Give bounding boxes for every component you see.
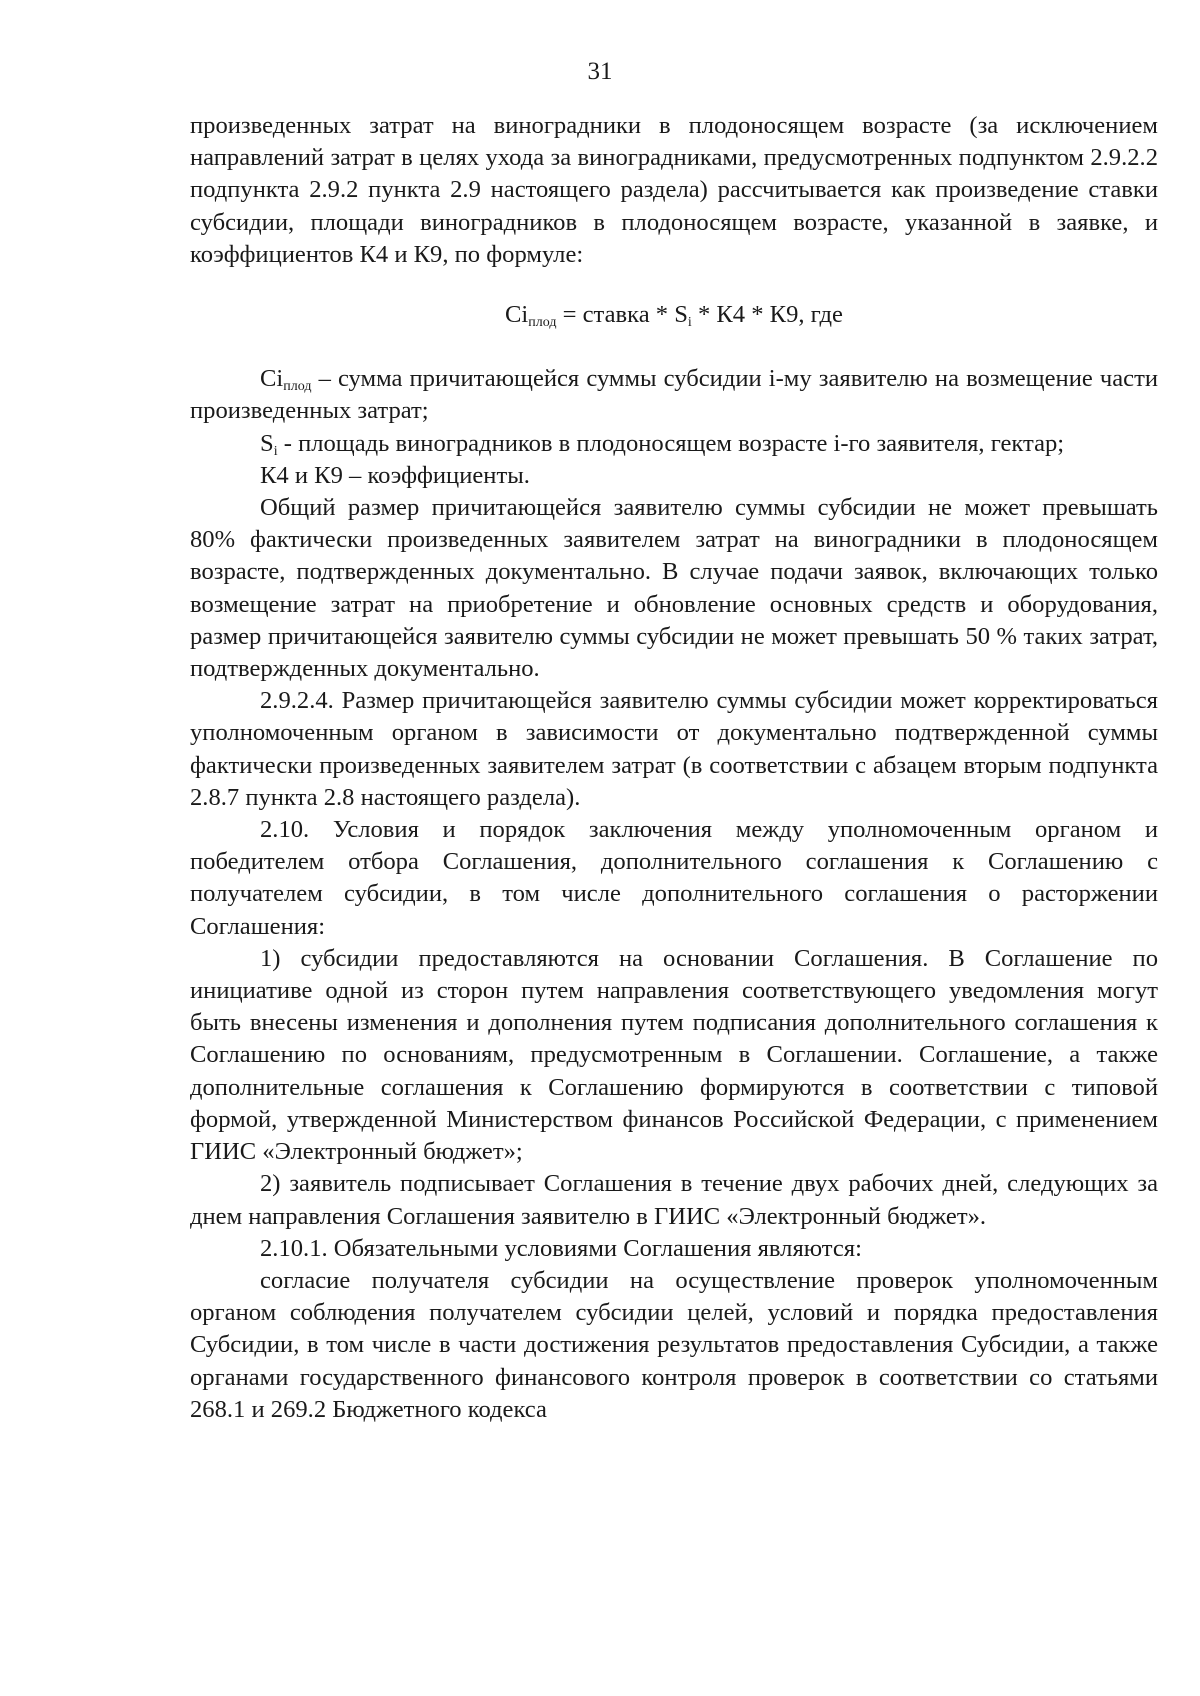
definition-ci-symbol: Сi: [260, 365, 284, 393]
paragraph-item-2: 2) заявитель подписывает Соглашения в течение двух рабочих дней, следующих за днем направления Соглашения заявителю в ГИИС «Электронный бюджет».: [190, 1170, 1158, 1230]
formula-rhs-part2: * К4 * К9, где: [691, 301, 843, 329]
paragraph-item-1: 1) субсидии предоставляются на основании Соглашения. В Соглашение по инициативе одной из сторон путем направления соответствующего уведомления могут быть внесены изменения и дополнения путем подписания дополнительного соглашения к Соглашению по основаниям, предусмотренным в Соглашении. Соглашение, а также дополнительные соглашения к Соглашению формируются в соответствии с типовой формой, утвержденной Министерством финансов Российской Федерации, с применением ГИИС «Электронный бюджет»;: [190, 944, 1158, 1166]
page-number: 31: [587, 58, 613, 85]
formula: [190, 299, 1158, 331]
document-body: [190, 110, 1158, 1426]
definition-si-text: - площадь виноградников в плодоносящем возрасте i-го заявителя, гектар;: [277, 429, 1065, 457]
formula-lhs-subscript: плод: [528, 315, 557, 331]
paragraph-total-limit: Общий размер причитающейся заявителю суммы субсидии не может превышать 80% фактически произведенных заявителем затрат на виноградники в плодоносящем возрасте, подтвержденных документально. В случае подачи заявок, включающих только возмещение затрат на приобретение и обновление основных средств и оборудования, размер причитающейся заявителю суммы субсидии не может превышать 50 % таких затрат, подтвержденных документально.: [190, 494, 1158, 683]
formula-rhs-subscript: i: [687, 315, 692, 331]
definition-si: [190, 428, 1158, 460]
formula-rhs-part1: = ставка * S: [556, 301, 688, 329]
definition-k: К4 и К9 – коэффициенты.: [260, 461, 530, 489]
paragraph-intro: произведенных затрат на виноградники в плодоносящем возрасте (за исключением направлений затрат в целях ухода за виноградниками, предусмотренных подпунктом 2.9.2.2 подпункта 2.9.2 пункта 2.9 настоящего раздела) рассчитывается как произведение ставки субсидии, площади виноградников в плодоносящем возрасте, указанной в заявке, и коэффициентов К4 и К9, по формуле:: [190, 112, 1158, 268]
formula-lhs: Сi: [505, 301, 529, 329]
paragraph-consent: согласие получателя субсидии на осуществление проверок уполномоченным органом соблюдения получателем субсидии целей, условий и порядка предоставления Субсидии, в том числе в части достижения результатов предоставления Субсидии, а также органами государственного финансового контроля проверок в соответствии со статьями 268.1 и 269.2 Бюджетного кодекса: [190, 1266, 1158, 1423]
definition-si-subscript: i: [273, 443, 278, 459]
definition-ci: [190, 363, 1158, 427]
definition-si-symbol: S: [260, 429, 274, 457]
definition-ci-text: – сумма причитающейся суммы субсидии i-му заявителю на возмещение части произведенных затрат;: [190, 365, 1158, 425]
paragraph-2-10: 2.10. Условия и порядок заключения между уполномоченным органом и победителем отбора Соглашения, дополнительного соглашения к Соглашению с получателем субсидии, в том числе дополнительного соглашения о расторжении Соглашения:: [190, 816, 1158, 940]
paragraph-2-10-1: 2.10.1. Обязательными условиями Соглашения являются:: [260, 1234, 862, 1262]
definition-ci-subscript: плод: [283, 379, 312, 395]
paragraph-2-9-2-4: 2.9.2.4. Размер причитающейся заявителю суммы субсидии может корректироваться уполномоченным органом в зависимости от документально подтвержденной суммы фактически произведенных заявителем затрат (в соответствии с абзацем вторым подпункта 2.8.7 пункта 2.8 настоящего раздела).: [190, 687, 1158, 811]
